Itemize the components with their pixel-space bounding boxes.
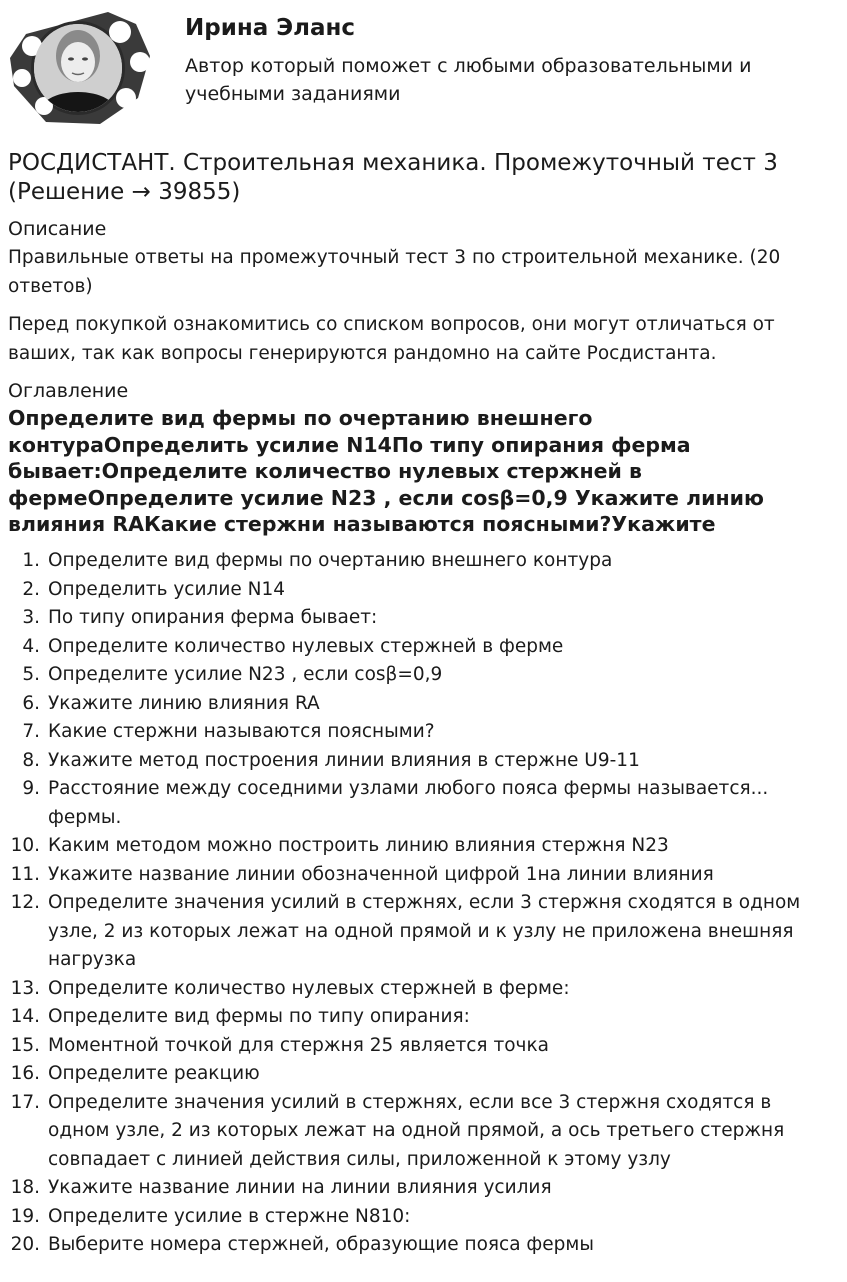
list-item-number: 1. [22, 550, 40, 571]
list-item-text: По типу опирания ферма бывает: [48, 607, 378, 628]
description-paragraph: Правильные ответы на промежуточный тест 3 по строительной механике. (20 ответов) [8, 247, 781, 297]
list-item [8, 633, 838, 662]
list-item-number: 7. [22, 721, 40, 742]
list-item [8, 1003, 838, 1032]
list-item-text: Укажите название линии обозначенной цифрой 1на линии влияния [48, 863, 714, 885]
list-item [8, 1203, 838, 1232]
page-title: РОСДИСТАНТ. Строительная механика. Промежуточный тест 3 (Решение → 39855) [8, 150, 778, 205]
list-item [8, 718, 838, 747]
list-item-number: 15. [10, 1034, 40, 1056]
list-item-number: 3. [22, 607, 40, 628]
list-item [8, 1231, 838, 1260]
list-item-text: Укажите линию влияния RA [48, 692, 320, 714]
list-item-number: 5. [22, 664, 40, 685]
list-item-text: Определите реакцию [48, 1063, 260, 1084]
list-item-number: 16. [10, 1063, 40, 1084]
list-item-number: 18. [10, 1177, 40, 1198]
list-item-text: Каким методом можно построить линию влияния стержня N23 [48, 835, 669, 856]
toc-label: Оглавление [8, 380, 129, 402]
list-item-text: Определите вид фермы по очертанию внешнего контура [48, 550, 613, 571]
list-item-text: Определите количество нулевых стержней в ферме: [48, 977, 570, 999]
list-item [8, 547, 838, 576]
list-item-text: Укажите название линии на линии влияния усилия [48, 1177, 552, 1198]
list-item-number: 13. [10, 977, 40, 999]
questions-list [8, 547, 838, 1260]
list-item-text: Моментной точкой для стержня 25 является точка [48, 1034, 549, 1056]
list-item [8, 1174, 838, 1203]
list-item [8, 975, 838, 1004]
list-item [8, 747, 838, 776]
list-item [8, 1060, 838, 1089]
list-item-text: Определите вид фермы по типу опирания: [48, 1006, 470, 1027]
author-description: Автор который поможет с любыми образовательными и учебными заданиями [185, 55, 752, 105]
list-item-text: Определите усилие N23 , если cosβ=0,9 [48, 664, 443, 685]
author-avatar[interactable] [8, 6, 152, 128]
list-item [8, 832, 838, 861]
list-item-number: 8. [22, 749, 40, 771]
list-item-number: 4. [22, 635, 40, 657]
list-item [8, 690, 838, 719]
list-item [8, 1089, 838, 1175]
list-item-number: 17. [10, 1091, 40, 1113]
list-item-text: Какие стержни называются поясными? [48, 721, 435, 742]
list-item [8, 576, 838, 605]
description-paragraph: Перед покупкой ознакомитись со списком вопросов, они могут отличаться от ваших, так как вопросы генерируются рандомно на сайте Росдистанта. [8, 314, 775, 364]
toc-text: Определите вид фермы по очертанию внешнего контураОпределить усилие N14По типу опирания ферма бывает:Определите количество нулевых стержней в фермеОпределите усилие N23 , если cosβ=0,9 Укажите линию влияния RAКакие стержни называются поясными?Укажите [8, 406, 764, 536]
author-card [8, 6, 838, 128]
list-item [8, 861, 838, 890]
list-item-number: 10. [10, 835, 40, 856]
list-item-number: 9. [22, 778, 40, 799]
list-item [8, 775, 838, 832]
list-item-number: 11. [10, 863, 40, 885]
list-item-text: Определить усилие N14 [48, 578, 285, 600]
list-item [8, 1032, 838, 1061]
list-item-number: 14. [10, 1006, 40, 1027]
list-item-text: Расстояние между соседними узлами любого пояса фермы называется... фермы. [48, 778, 769, 828]
author-name[interactable]: Ирина Эланс [185, 15, 356, 41]
list-item-number: 12. [10, 892, 40, 913]
list-item-number: 19. [10, 1205, 40, 1227]
description-label: Описание [8, 218, 107, 240]
list-item-text: Определите значения усилий в стержнях, если 3 стержня сходятся в одном узле, 2 из которых лежат на одной прямой и к узлу не приложена внешняя нагрузка [48, 892, 801, 970]
list-item-number: 2. [22, 578, 40, 600]
list-item-text: Определите значения усилий в стержнях, если все 3 стержня сходятся в одном узле, 2 из которых лежат на одной прямой, а ось третьего стержня совпадает с линией действия силы, приложенной к этому узлу [48, 1091, 785, 1170]
list-item-number: 6. [22, 692, 40, 714]
list-item-text: Укажите метод построения линии влияния в стержне U9-11 [48, 749, 640, 771]
list-item-text: Выберите номера стержней, образующие пояса фермы [48, 1234, 594, 1255]
list-item-text: Определите количество нулевых стержней в ферме [48, 635, 564, 657]
list-item-number: 20. [10, 1234, 40, 1255]
list-item [8, 889, 838, 975]
list-item-text: Определите усилие в стержне N810: [48, 1205, 411, 1227]
list-item [8, 661, 838, 690]
list-item [8, 604, 838, 633]
